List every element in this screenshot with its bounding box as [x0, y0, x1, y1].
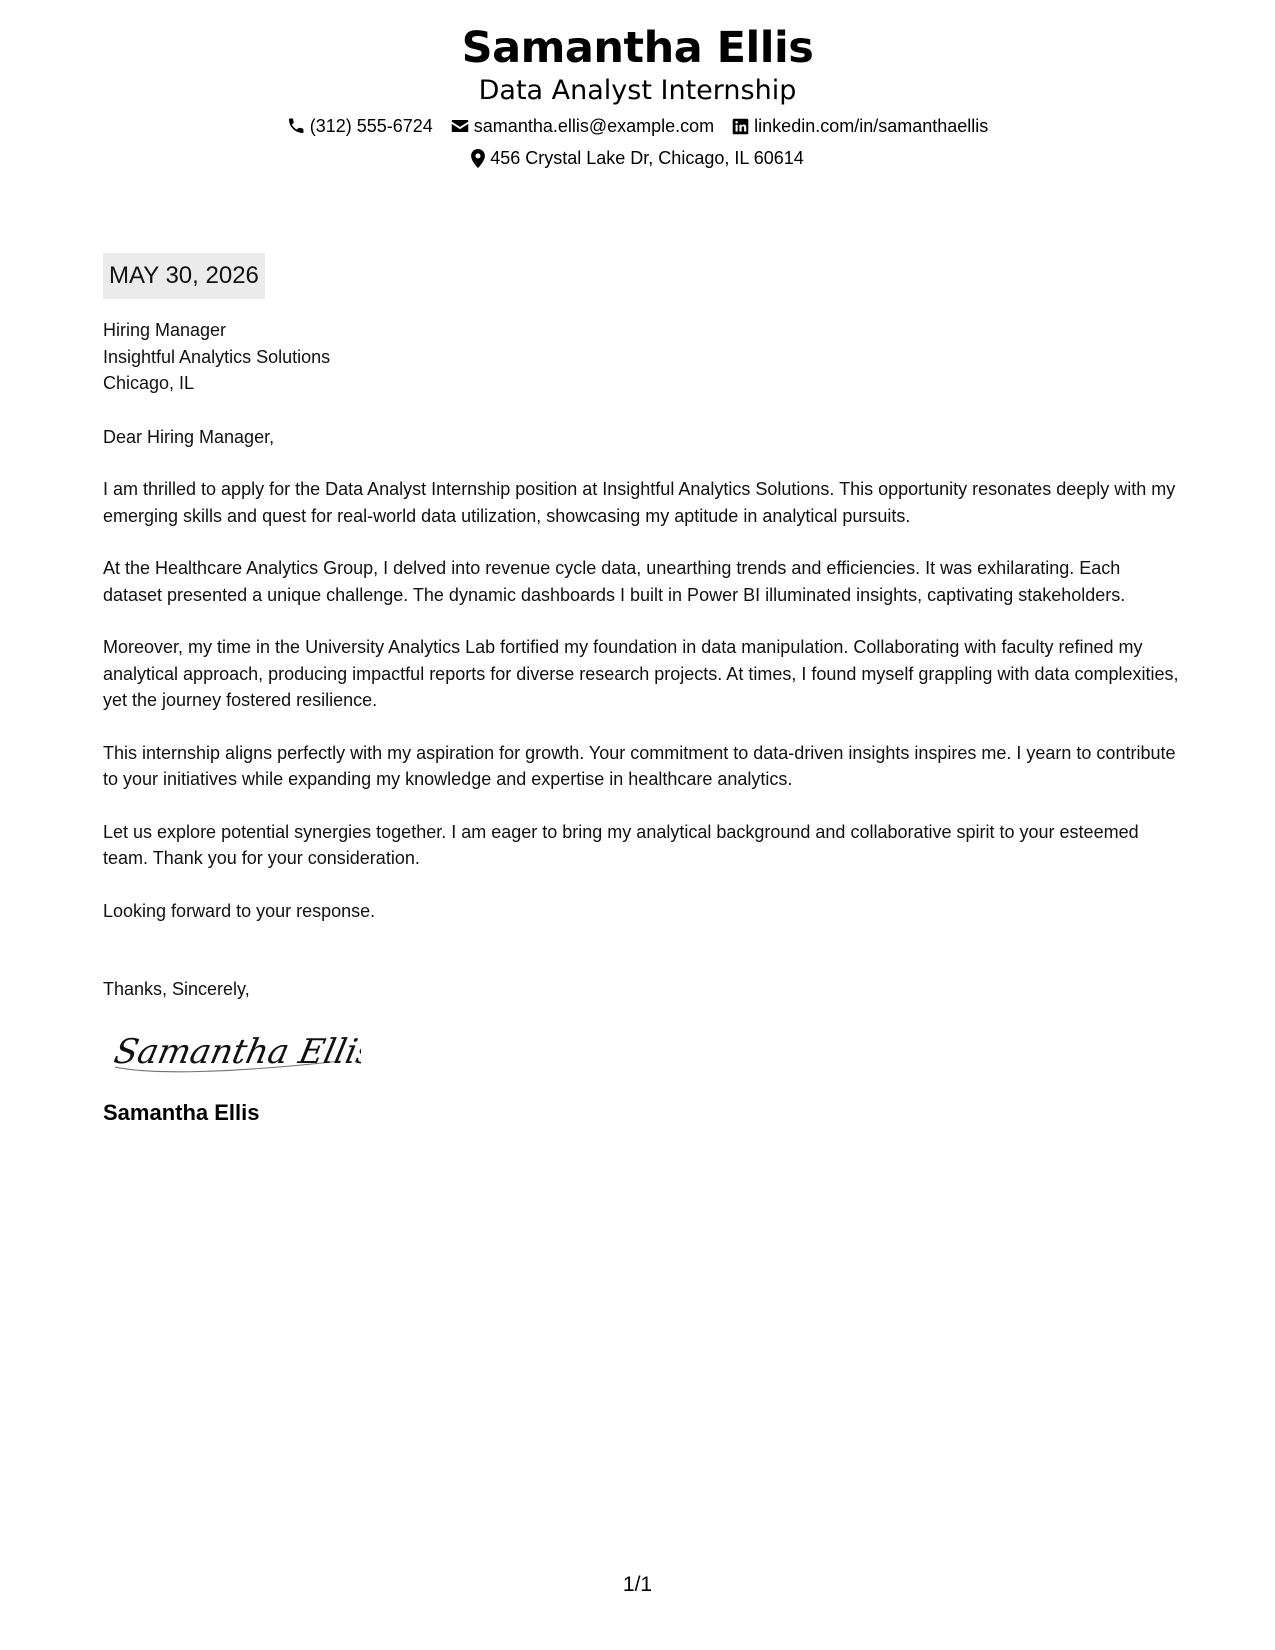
letter-date: MAY 30, 2026	[103, 253, 265, 299]
page-number: 1/1	[622, 1573, 653, 1596]
body-paragraph: I am thrilled to apply for the Data Analyst Internship position at Insightful Analytics Solutions. This opportunity resonates deeply with my emerging skills and quest for real-world data utilization, showcasing my aptitude in analytical pursuits.	[103, 479, 1176, 526]
closing-line: Looking forward to your response.	[103, 900, 376, 921]
letter-body	[103, 253, 1183, 1127]
body-paragraph: Let us explore potential synergies together. I am eager to bring my analytical background and collaborative spirit to your esteemed team. Thank you for your consideration.	[103, 821, 1139, 868]
email-link[interactable]: samantha.ellis@example.com	[473, 116, 715, 136]
body-paragraph: At the Healthcare Analytics Group, I delved into revenue cycle data, unearthing trends and efficiencies. It was exhilarating. Each dataset presented a unique challenge. The dynamic dashboards I built in Power BI illuminated insights, captivating stakeholders.	[103, 558, 1126, 605]
recipient-line: Hiring Manager	[103, 320, 227, 340]
body-paragraph: This internship aligns perfectly with my aspiration for growth. Your commitment to data-driven insights inspires me. I yearn to contribute to your initiatives while expanding my knowledge and expertise in healthcare analytics.	[103, 742, 1176, 789]
address-text: 456 Crystal Lake Dr, Chicago, IL 60614	[490, 148, 804, 168]
linkedin-link[interactable]: linkedin.com/in/samanthaellis	[754, 116, 989, 136]
handwritten-signature	[111, 1023, 361, 1083]
recipient-line: Chicago, IL	[103, 373, 195, 393]
contact-address	[471, 146, 804, 170]
envelope-icon	[451, 118, 469, 134]
address-row	[0, 146, 1275, 170]
recipient-line: Insightful Analytics Solutions	[103, 346, 331, 367]
map-marker-icon	[471, 149, 485, 168]
contact-row	[0, 114, 1275, 138]
applicant-name: Samantha Ellis	[461, 23, 814, 73]
contact-linkedin	[732, 114, 988, 138]
phone-text: (312) 555-6724	[309, 116, 433, 136]
linkedin-icon	[732, 118, 749, 135]
letter-header	[0, 22, 1275, 170]
body-paragraph: Moreover, my time in the University Analytics Lab fortified my foundation in data manipulation. Collaborating with faculty refined my analytical approach, producing impactful reports for diverse research projects. At times, I found myself grappling with data complexities, yet the journey fostered resilience.	[103, 637, 1179, 710]
signoff: Thanks, Sincerely,	[103, 979, 250, 999]
contact-phone	[287, 114, 433, 138]
position-title: Data Analyst Internship	[478, 75, 797, 106]
signed-name: Samantha Ellis	[103, 1099, 260, 1125]
greeting: Dear Hiring Manager,	[103, 426, 275, 447]
contact-email	[451, 114, 714, 138]
signature-glyphs: Samantha Ellis	[111, 1031, 361, 1072]
phone-icon	[287, 117, 305, 135]
recipient-block	[103, 317, 1183, 397]
